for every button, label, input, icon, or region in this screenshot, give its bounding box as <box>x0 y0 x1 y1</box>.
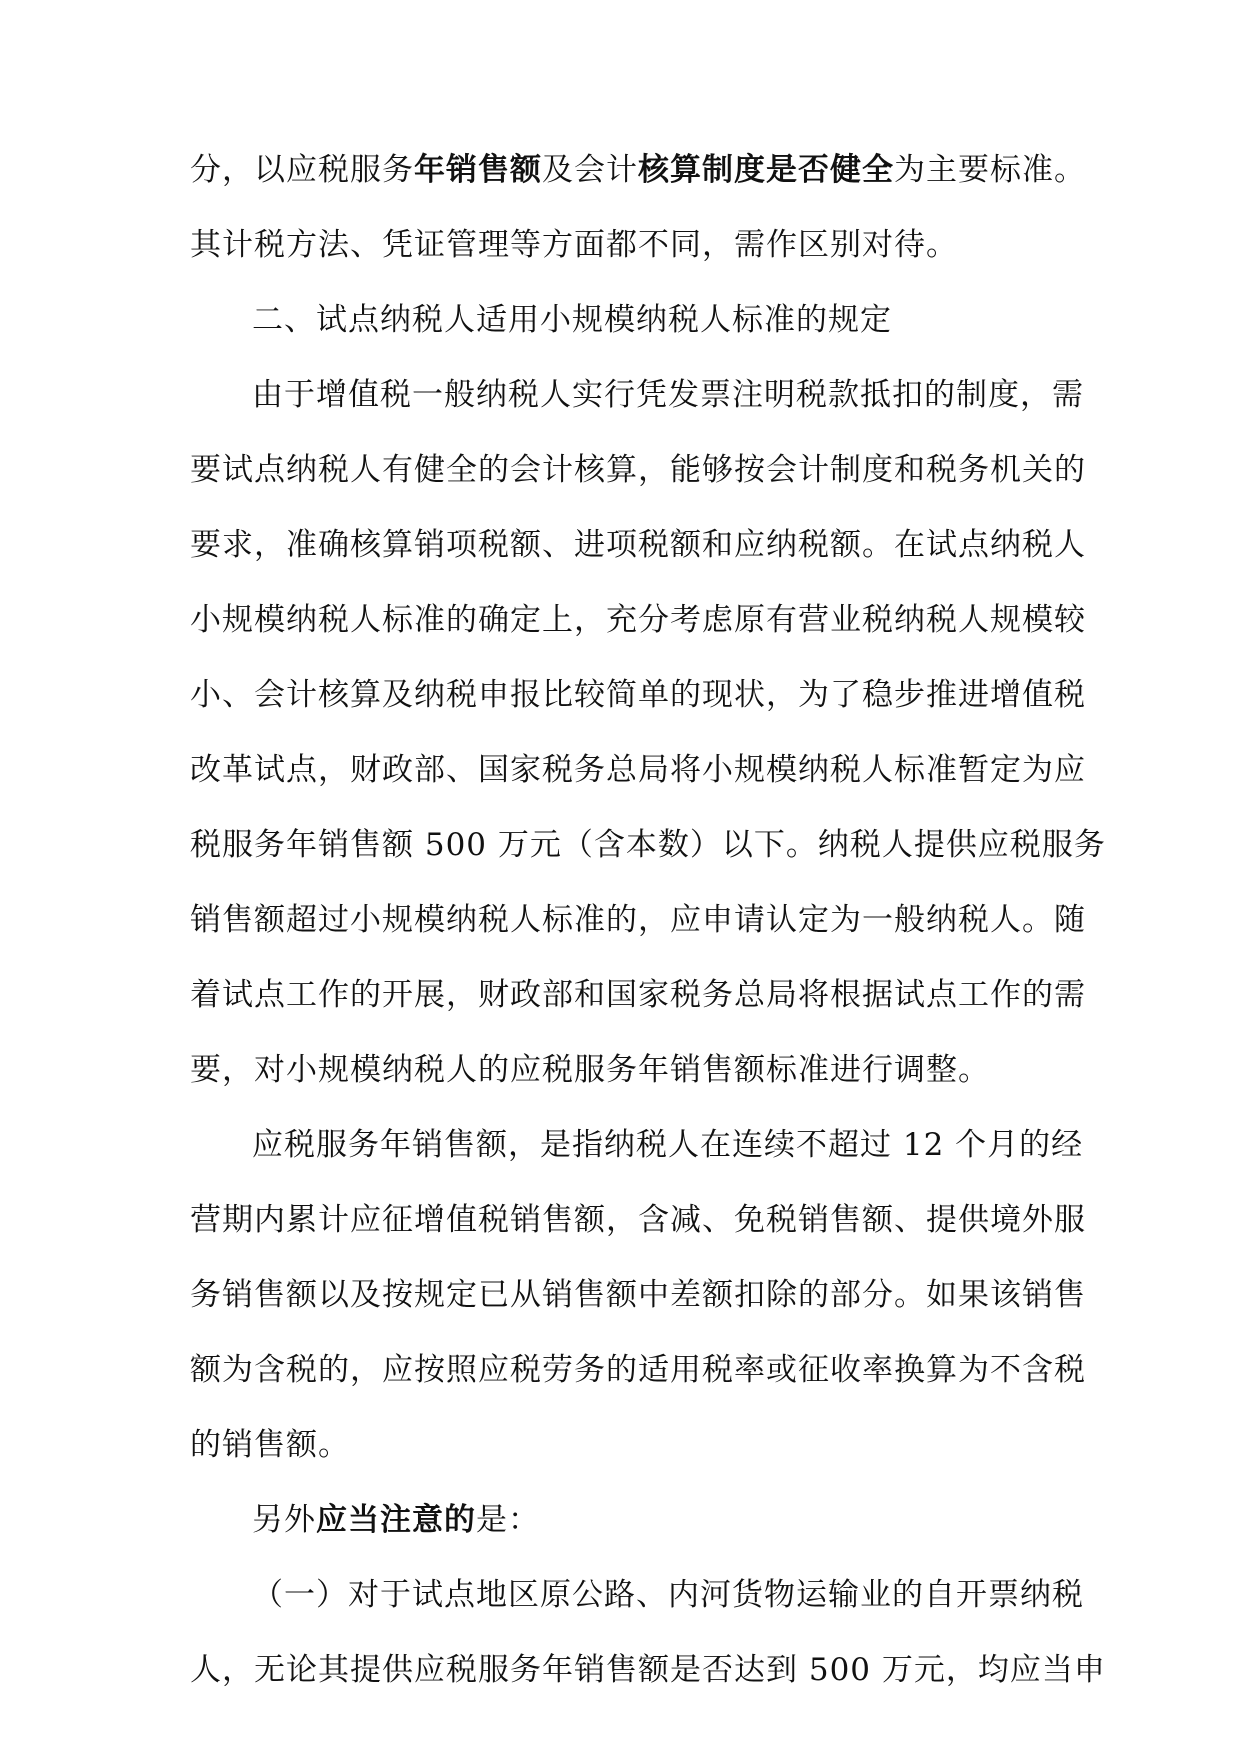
paragraph-line <box>190 590 1086 650</box>
text-line-1 <box>190 140 1086 200</box>
text-segment: 销售额超过小规模纳税人标准的，应申请认定为一般纳税人。随 <box>190 902 1086 938</box>
list-item-line <box>252 1565 1112 1625</box>
text-segment: 要试点纳税人有健全的会计核算，能够按会计制度和税务机关的 <box>190 452 1086 488</box>
text-segment: 其计税方法、凭证管理等方面都不同，需作区别对待。 <box>190 227 958 263</box>
bold-term-accounting-system: 核算制度是否健全 <box>638 152 894 188</box>
paragraph-line <box>190 665 1086 725</box>
section-heading-text: 二、试点纳税人适用小规模纳税人标准的规定 <box>252 302 892 338</box>
text-segment: 另外 <box>252 1502 316 1538</box>
text-segment: 要，对小规模纳税人的应税服务年销售额标准进行调整。 <box>190 1052 990 1088</box>
text-segment: 由于增值税一般纳税人实行凭发票注明税款抵扣的制度，需 <box>252 377 1084 413</box>
text-segment: 分，以应税服务 <box>190 152 414 188</box>
paragraph-line <box>190 1340 1086 1400</box>
paragraph-line <box>190 1415 1050 1475</box>
bold-term-attention: 应当注意的 <box>316 1502 476 1538</box>
text-segment: 改革试点，财政部、国家税务总局将小规模纳税人标准暂定为应 <box>190 752 1086 788</box>
section-heading <box>252 290 1112 350</box>
paragraph-line <box>190 515 1086 575</box>
text-segment: 是： <box>476 1502 540 1538</box>
text-segment: 要求，准确核算销项税额、进项税额和应纳税额。在试点纳税人 <box>190 527 1086 563</box>
paragraph-line <box>190 440 1086 500</box>
note-heading <box>252 1490 1112 1550</box>
text-segment: 务销售额以及按规定已从销售额中差额扣除的部分。如果该销售 <box>190 1277 1086 1313</box>
text-segment: 应税服务年销售额，是指纳税人在连续不超过 12 个月的经 <box>252 1127 1084 1163</box>
paragraph-line <box>190 1190 1086 1250</box>
text-segment: 额为含税的，应按照应税劳务的适用税率或征收率换算为不含税 <box>190 1352 1086 1388</box>
paragraph-line <box>190 965 1086 1025</box>
paragraph-line <box>190 890 1086 950</box>
text-segment: 人，无论其提供应税服务年销售额是否达到 500 万元，均应当申 <box>190 1652 1106 1688</box>
paragraph-line <box>252 1115 1112 1175</box>
text-segment: 小规模纳税人标准的确定上，充分考虑原有营业税纳税人规模较 <box>190 602 1086 638</box>
paragraph-line <box>190 740 1086 800</box>
text-segment: 为主要标准。 <box>894 152 1086 188</box>
text-segment: 及会计 <box>542 152 638 188</box>
text-line-2 <box>190 215 1050 275</box>
text-segment: 着试点工作的开展，财政部和国家税务总局将根据试点工作的需 <box>190 977 1086 1013</box>
paragraph-line <box>190 1040 1050 1100</box>
list-item-line <box>190 1640 1106 1700</box>
paragraph-line <box>190 1265 1086 1325</box>
text-segment: 小、会计核算及纳税申报比较简单的现状，为了稳步推进增值税 <box>190 677 1086 713</box>
text-segment: 营期内累计应征增值税销售额，含减、免税销售额、提供境外服 <box>190 1202 1086 1238</box>
text-segment: 的销售额。 <box>190 1427 350 1463</box>
paragraph-line <box>252 365 1112 425</box>
text-segment: （一）对于试点地区原公路、内河货物运输业的自开票纳税 <box>252 1577 1084 1613</box>
paragraph-line <box>190 815 1106 875</box>
bold-term-annual-sales: 年销售额 <box>414 152 542 188</box>
text-segment: 税服务年销售额 500 万元（含本数）以下。纳税人提供应税服务 <box>190 827 1106 863</box>
